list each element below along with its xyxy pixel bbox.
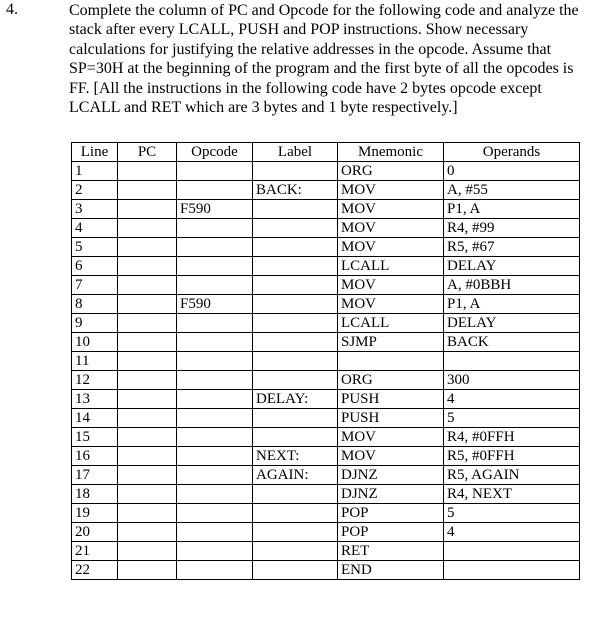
- table-row: [72, 200, 580, 219]
- cell-line: 12: [72, 371, 118, 390]
- cell-mnemonic: MOV: [338, 200, 444, 219]
- table-row: [72, 542, 580, 561]
- cell-line: 1: [72, 162, 118, 181]
- cell-opcode: [177, 542, 253, 561]
- cell-mnemonic: LCALL: [338, 314, 444, 333]
- cell-pc: [118, 181, 177, 200]
- cell-pc: [118, 447, 177, 466]
- cell-label: [253, 542, 338, 561]
- cell-operands: [444, 542, 580, 561]
- cell-mnemonic: MOV: [338, 219, 444, 238]
- cell-mnemonic: PUSH: [338, 390, 444, 409]
- cell-operands: [444, 352, 580, 371]
- question-line: SP=30H at the beginning of the program and the first byte of all the opcodes is: [69, 60, 574, 78]
- cell-opcode: [177, 428, 253, 447]
- table-row: [72, 466, 580, 485]
- cell-line: 2: [72, 181, 118, 200]
- cell-mnemonic: MOV: [338, 447, 444, 466]
- cell-mnemonic: DJNZ: [338, 466, 444, 485]
- cell-label: AGAIN:: [253, 466, 338, 485]
- cell-mnemonic: MOV: [338, 238, 444, 257]
- table-row: [72, 561, 580, 580]
- cell-label: [253, 523, 338, 542]
- cell-opcode: [177, 561, 253, 580]
- cell-label: [253, 219, 338, 238]
- question-line: LCALL and RET which are 3 bytes and 1 byte respectively.]: [69, 99, 458, 117]
- cell-mnemonic: POP: [338, 523, 444, 542]
- cell-line: 15: [72, 428, 118, 447]
- cell-line: 10: [72, 333, 118, 352]
- table-row: [72, 371, 580, 390]
- table-row: [72, 485, 580, 504]
- cell-label: [253, 371, 338, 390]
- cell-operands: 5: [444, 504, 580, 523]
- cell-label: [253, 428, 338, 447]
- cell-opcode: [177, 466, 253, 485]
- cell-mnemonic: MOV: [338, 181, 444, 200]
- cell-pc: [118, 295, 177, 314]
- cell-label: [253, 504, 338, 523]
- cell-line: 11: [72, 352, 118, 371]
- cell-operands: A, #55: [444, 181, 580, 200]
- cell-mnemonic: DJNZ: [338, 485, 444, 504]
- cell-mnemonic: RET: [338, 542, 444, 561]
- cell-line: 18: [72, 485, 118, 504]
- cell-operands: [444, 561, 580, 580]
- cell-opcode: [177, 219, 253, 238]
- table-row: [72, 314, 580, 333]
- table-row: [72, 162, 580, 181]
- cell-label: [253, 352, 338, 371]
- cell-pc: [118, 200, 177, 219]
- cell-label: DELAY:: [253, 390, 338, 409]
- table-row: [72, 523, 580, 542]
- cell-label: [253, 238, 338, 257]
- cell-label: [253, 561, 338, 580]
- cell-mnemonic: MOV: [338, 295, 444, 314]
- code-table: [71, 142, 580, 580]
- table-row: [72, 504, 580, 523]
- cell-operands: DELAY: [444, 314, 580, 333]
- cell-pc: [118, 523, 177, 542]
- cell-pc: [118, 390, 177, 409]
- cell-pc: [118, 504, 177, 523]
- cell-pc: [118, 352, 177, 371]
- cell-operands: R5, #67: [444, 238, 580, 257]
- header-label: Label: [253, 143, 338, 162]
- cell-label: [253, 485, 338, 504]
- cell-opcode: [177, 314, 253, 333]
- cell-label: [253, 200, 338, 219]
- cell-line: 9: [72, 314, 118, 333]
- cell-pc: [118, 257, 177, 276]
- table-row: [72, 295, 580, 314]
- cell-operands: R5, #0FFH: [444, 447, 580, 466]
- question-line: stack after every LCALL, PUSH and POP instructions. Show necessary: [69, 21, 529, 39]
- cell-opcode: [177, 181, 253, 200]
- cell-operands: R4, #0FFH: [444, 428, 580, 447]
- question-line: FF. [All the instructions in the following code have 2 bytes opcode except: [69, 79, 542, 97]
- cell-pc: [118, 371, 177, 390]
- cell-line: 5: [72, 238, 118, 257]
- cell-opcode: [177, 257, 253, 276]
- cell-opcode: [177, 238, 253, 257]
- cell-opcode: [177, 162, 253, 181]
- table-row: [72, 428, 580, 447]
- cell-label: NEXT:: [253, 447, 338, 466]
- cell-label: [253, 314, 338, 333]
- cell-mnemonic: ORG: [338, 371, 444, 390]
- cell-pc: [118, 162, 177, 181]
- cell-opcode: F590: [177, 295, 253, 314]
- cell-pc: [118, 485, 177, 504]
- cell-opcode: [177, 371, 253, 390]
- cell-line: 6: [72, 257, 118, 276]
- cell-line: 14: [72, 409, 118, 428]
- cell-operands: R4, NEXT: [444, 485, 580, 504]
- cell-line: 13: [72, 390, 118, 409]
- cell-pc: [118, 466, 177, 485]
- cell-mnemonic: END: [338, 561, 444, 580]
- table-row: [72, 219, 580, 238]
- cell-operands: A, #0BBH: [444, 276, 580, 295]
- cell-line: 20: [72, 523, 118, 542]
- header-mnemonic: Mnemonic: [338, 143, 444, 162]
- cell-line: 21: [72, 542, 118, 561]
- cell-label: BACK:: [253, 181, 338, 200]
- table-row: [72, 276, 580, 295]
- cell-pc: [118, 219, 177, 238]
- cell-operands: 5: [444, 409, 580, 428]
- cell-opcode: [177, 523, 253, 542]
- cell-pc: [118, 238, 177, 257]
- cell-line: 22: [72, 561, 118, 580]
- cell-opcode: [177, 504, 253, 523]
- cell-opcode: [177, 447, 253, 466]
- header-operands: Operands: [444, 143, 580, 162]
- cell-pc: [118, 314, 177, 333]
- cell-operands: R4, #99: [444, 219, 580, 238]
- cell-opcode: [177, 409, 253, 428]
- cell-label: [253, 409, 338, 428]
- cell-label: [253, 162, 338, 181]
- table-header-row: [72, 143, 580, 162]
- cell-line: 3: [72, 200, 118, 219]
- question-number: 4.: [6, 1, 18, 18]
- cell-pc: [118, 428, 177, 447]
- header-line: Line: [72, 143, 118, 162]
- cell-operands: 0: [444, 162, 580, 181]
- cell-mnemonic: MOV: [338, 276, 444, 295]
- cell-label: [253, 295, 338, 314]
- question-text: [69, 1, 579, 117]
- cell-mnemonic: LCALL: [338, 257, 444, 276]
- table-row: [72, 390, 580, 409]
- cell-label: [253, 257, 338, 276]
- cell-operands: 300: [444, 371, 580, 390]
- cell-line: 7: [72, 276, 118, 295]
- cell-label: [253, 276, 338, 295]
- cell-opcode: [177, 352, 253, 371]
- table-row: [72, 333, 580, 352]
- cell-line: 4: [72, 219, 118, 238]
- table-row: [72, 409, 580, 428]
- cell-mnemonic: SJMP: [338, 333, 444, 352]
- cell-operands: BACK: [444, 333, 580, 352]
- cell-operands: 4: [444, 390, 580, 409]
- cell-operands: 4: [444, 523, 580, 542]
- cell-opcode: [177, 390, 253, 409]
- cell-mnemonic: ORG: [338, 162, 444, 181]
- header-opcode: Opcode: [177, 143, 253, 162]
- cell-operands: P1, A: [444, 200, 580, 219]
- table-row: [72, 257, 580, 276]
- cell-opcode: [177, 485, 253, 504]
- table-row: [72, 352, 580, 371]
- question-line: calculations for justifying the relative addresses in the opcode. Assume that: [69, 40, 552, 58]
- table-row: [72, 181, 580, 200]
- code-table-body: [72, 143, 580, 580]
- cell-pc: [118, 276, 177, 295]
- cell-opcode: [177, 333, 253, 352]
- cell-line: 19: [72, 504, 118, 523]
- cell-mnemonic: POP: [338, 504, 444, 523]
- table-row: [72, 238, 580, 257]
- cell-pc: [118, 542, 177, 561]
- cell-operands: P1, A: [444, 295, 580, 314]
- cell-line: 16: [72, 447, 118, 466]
- cell-opcode: F590: [177, 200, 253, 219]
- header-pc: PC: [118, 143, 177, 162]
- question-line: Complete the column of PC and Opcode for the following code and analyze the: [69, 2, 579, 19]
- cell-operands: R5, AGAIN: [444, 466, 580, 485]
- cell-mnemonic: [338, 352, 444, 371]
- cell-operands: DELAY: [444, 257, 580, 276]
- cell-mnemonic: PUSH: [338, 409, 444, 428]
- cell-line: 8: [72, 295, 118, 314]
- table-row: [72, 447, 580, 466]
- cell-line: 17: [72, 466, 118, 485]
- cell-label: [253, 333, 338, 352]
- cell-pc: [118, 409, 177, 428]
- cell-pc: [118, 561, 177, 580]
- cell-mnemonic: MOV: [338, 428, 444, 447]
- cell-pc: [118, 333, 177, 352]
- cell-opcode: [177, 276, 253, 295]
